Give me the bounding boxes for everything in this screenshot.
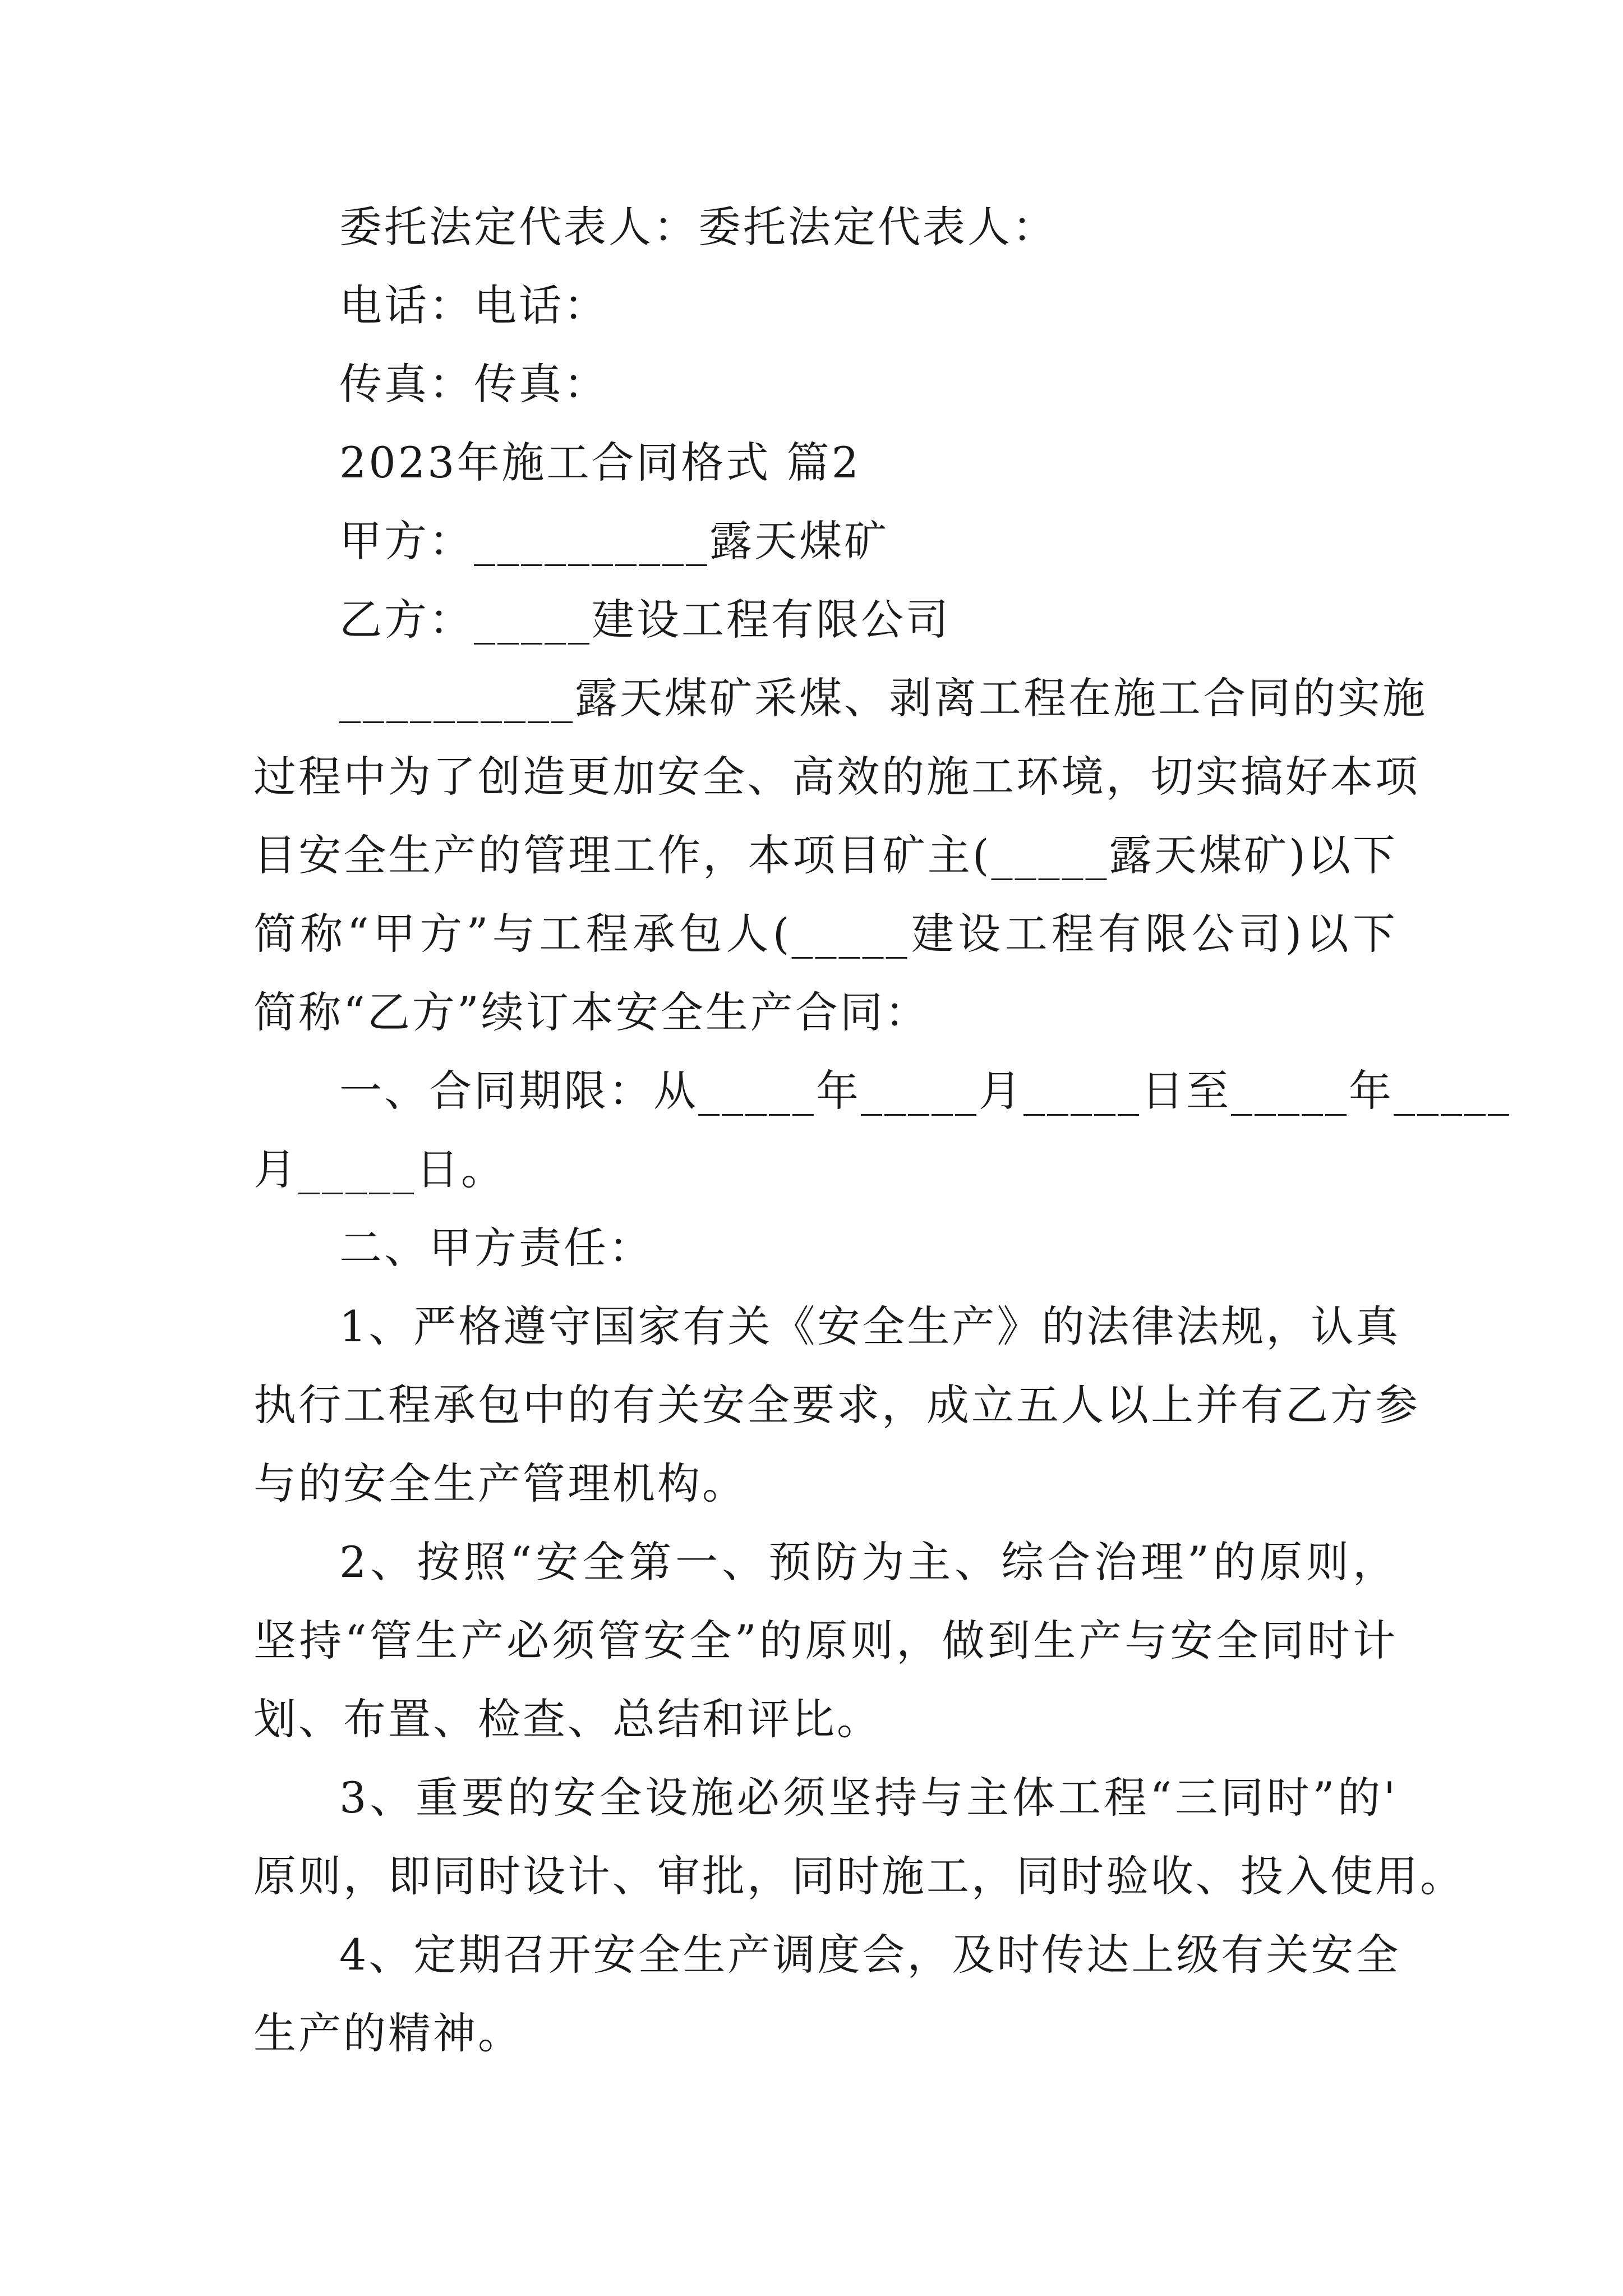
entrusted-representative-line: 委托法定代表人：委托法定代表人： (339, 202, 1057, 252)
section-heading: 2023年施工合同格式 篇2 (339, 438, 861, 487)
clause-3-line: 原则，即同时设计、审批，同时施工，同时验收、投入使用。 (253, 1851, 1465, 1901)
contract-term-line: 月_____日。 (253, 1144, 506, 1194)
clause-1-line: 执行工程承包中的有关安全要求，成立五人以上并有乙方参 (253, 1380, 1420, 1430)
clause-2-line: 坚持“管生产必须管安全”的原则，做到生产与安全同时计 (253, 1616, 1398, 1665)
paragraph-line: 过程中为了创造更加安全、高效的施工环境，切实搞好本项 (253, 752, 1420, 802)
paragraph-line: 目安全生产的管理工作，本项目矿主(_____露天煤矿)以下 (253, 830, 1398, 880)
party-a-responsibility-heading: 二、甲方责任： (339, 1223, 653, 1273)
paragraph-line: __________露天煤矿采煤、剥离工程在施工合同的实施 (339, 673, 1427, 723)
contract-term-line: 一、合同期限：从_____年_____月_____日至_____年_____ (339, 1066, 1511, 1116)
clause-4-line: 生产的精神。 (253, 2008, 523, 2058)
party-b-line: 乙方：_____建设工程有限公司 (339, 595, 951, 645)
phone-line: 电话：电话： (339, 280, 608, 330)
clause-4-line: 4、定期召开安全生产调度会，及时传达上级有关安全 (339, 1930, 1401, 1980)
fax-line: 传真：传真： (339, 359, 608, 409)
paragraph-line: 简称“乙方”续订本安全生产合同： (253, 987, 930, 1037)
clause-1-line: 与的安全生产管理机构。 (253, 1458, 747, 1508)
clause-2-line: 划、布置、检查、总结和评比。 (253, 1694, 882, 1744)
clause-1-line: 1、严格遵守国家有关《安全生产》的法律法规，认真 (339, 1301, 1401, 1351)
clause-3-line: 3、重要的安全设施必须坚持与主体工程“三同时”的' (339, 1773, 1398, 1823)
clause-2-line: 2、按照“安全第一、预防为主、综合治理”的原则， (339, 1537, 1398, 1587)
party-a-line: 甲方：__________露天煤矿 (339, 516, 889, 566)
paragraph-line: 简称“甲方”与工程承包人(_____建设工程有限公司)以下 (253, 909, 1398, 959)
